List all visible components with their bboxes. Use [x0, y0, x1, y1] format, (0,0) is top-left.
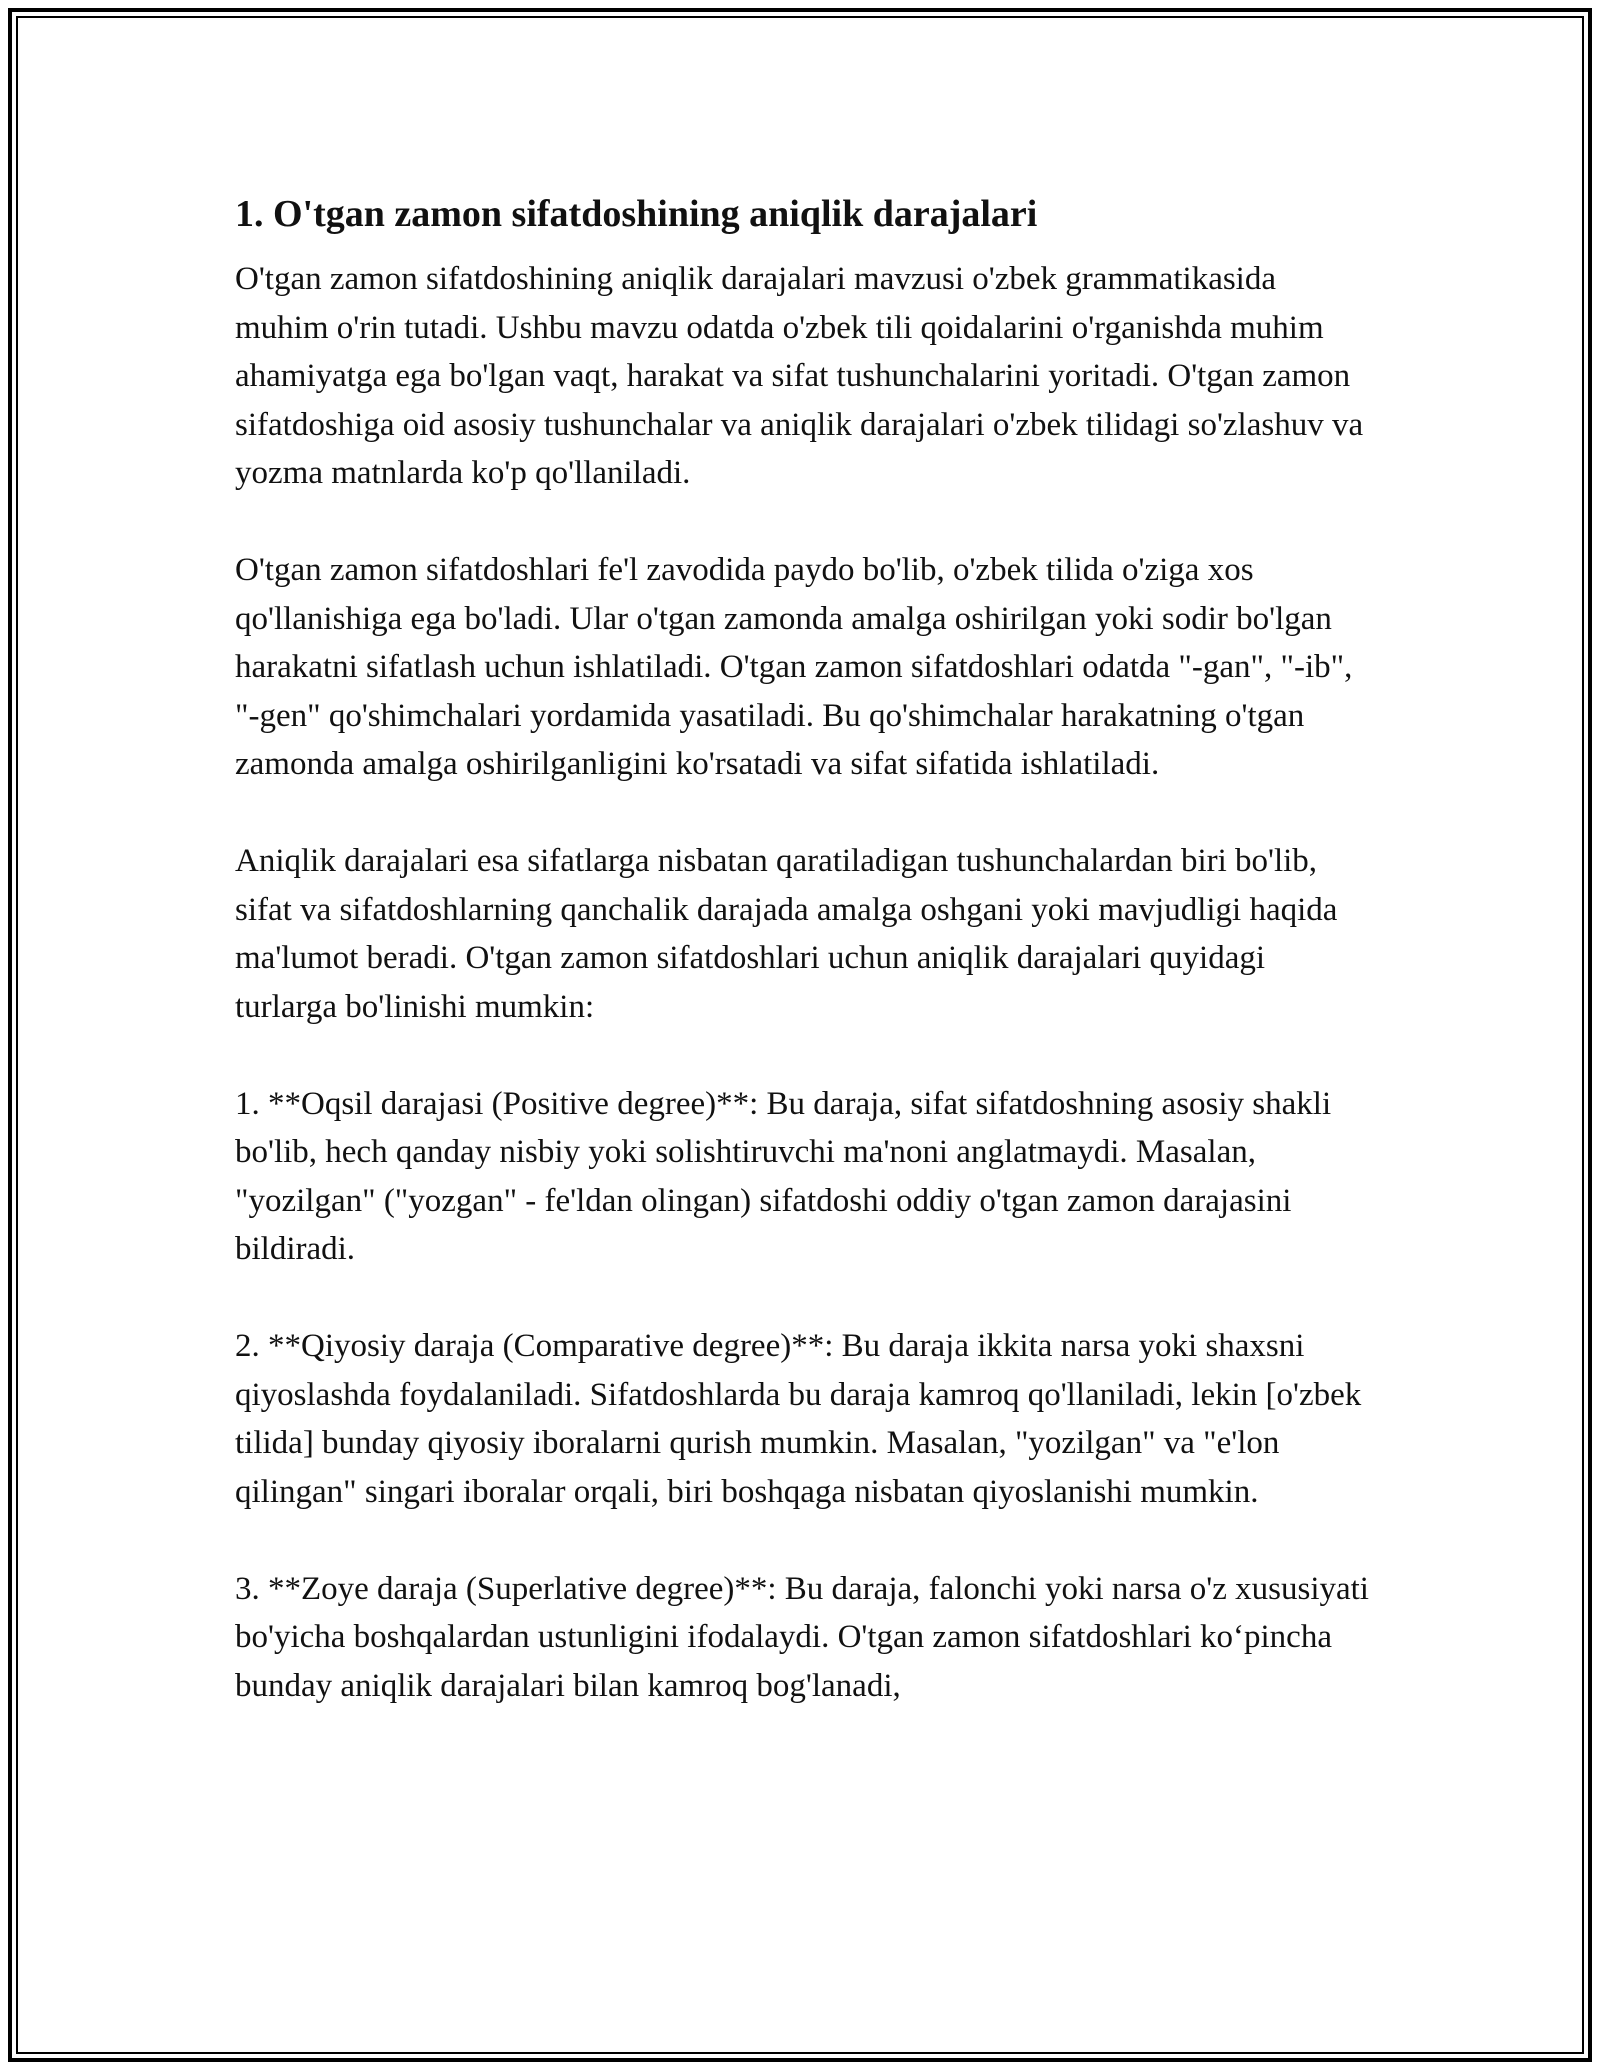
paragraph-degrees-overview: Aniqlik darajalari esa sifatlarga nisbatan qaratiladigan tushunchalardan biri bo'lib, sifat va sifatdoshlarning qanchalik darajada amalga oshgani yoki mavjudligi haqida ma'lumot beradi. O'tgan zamon sifatdoshlari uchun aniqlik darajalari quyidagi turlarga bo'linishi mumkin:: [235, 843, 1338, 1025]
section-heading: 1. O'tgan zamon sifatdoshining aniqlik darajalari: [235, 193, 1038, 235]
paragraph-formation: O'tgan zamon sifatdoshlari fe'l zavodida paydo bo'lib, o'zbek tilida o'ziga xos qo'llanishiga ega bo'ladi. Ular o'tgan zamonda amalga oshirilgan yoki sodir bo'lgan harakatni sifatlash uchun ishlatiladi. O'tgan zamon sifatdoshlari odatda "-gan", "-ib", "-gen" qo'shimchalari yordamida yasatiladi. Bu qo'shimchalar harakatning o'tgan zamonda amalga oshirilganligini ko'rsatadi va sifat sifatida ishlatiladi.: [235, 552, 1353, 782]
list-item-superlative-degree: 3. **Zoye daraja (Superlative degree)**: Bu daraja, falonchi yoki narsa o'z xususiyati bo'yicha boshqalardan ustunligini ifodalaydi. O'tgan zamon sifatdoshlari ko‘pincha bunday aniqlik darajalari bilan kamroq bog'lanadi,: [235, 1570, 1369, 1704]
document-body: [235, 185, 1375, 1759]
list-item-comparative-degree: 2. **Qiyosiy daraja (Comparative degree)**: Bu daraja ikkita narsa yoki shaxsni qiyoslashda foydalaniladi. Sifatdoshlarda bu daraja kamroq qo'llaniladi, lekin [o'zbek tilida] bunday qiyosiy iboralarni qurish mumkin. Masalan, "yozilgan" va "e'lon qilingan" singari iboralar orqali, biri boshqaga nisbatan qiyoslanishi mumkin.: [235, 1328, 1362, 1510]
list-item-positive-degree: 1. **Oqsil darajasi (Positive degree)**: Bu daraja, sifat sifatdoshning asosiy shakli bo'lib, hech qanday nisbiy yoki solishtiruvchi ma'noni anglatmaydi. Masalan, "yozilgan" ("yozgan" - fe'ldan olingan) sifatdoshi oddiy o'tgan zamon darajasini bildiradi.: [235, 1085, 1332, 1267]
paragraph-intro: O'tgan zamon sifatdoshining aniqlik darajalari mavzusi o'zbek grammatikasida muhim o'rin tutadi. Ushbu mavzu odatda o'zbek tili qoidalarini o'rganishda muhim ahamiyatga ega bo'lgan vaqt, harakat va sifat tushunchalarini yoritadi. O'tgan zamon sifatdoshiga oid asosiy tushunchalar va aniqlik darajalari o'zbek tilidagi so'zlashuv va yozma matnlarda ko'p qo'llaniladi.: [235, 261, 1364, 491]
